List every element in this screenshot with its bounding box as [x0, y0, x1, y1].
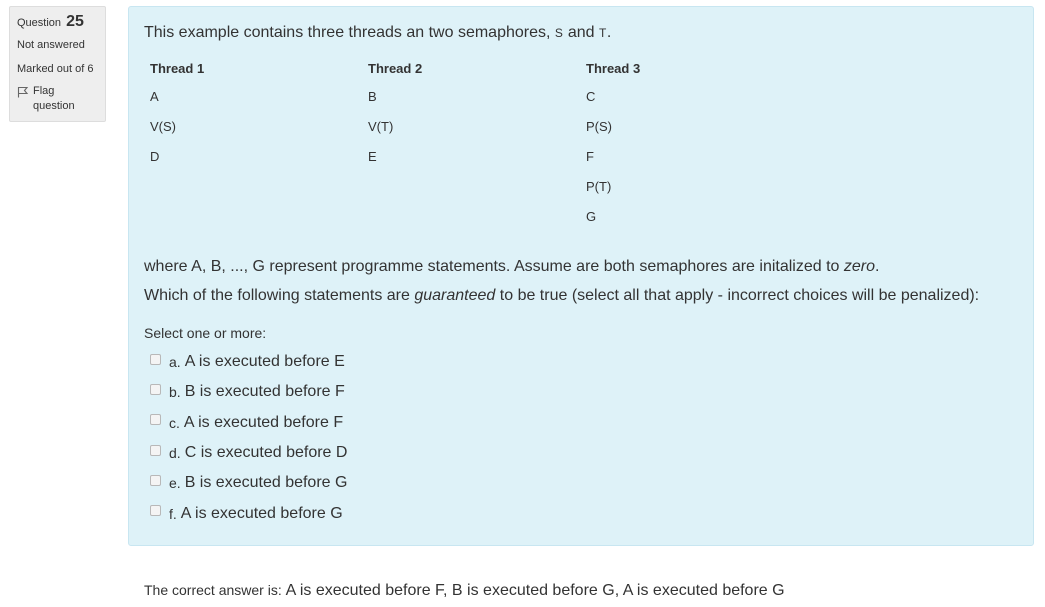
line3-emphasis: guaranteed — [414, 287, 496, 304]
threads-header-row — [144, 55, 798, 81]
option-d[interactable] — [150, 438, 347, 468]
option-a[interactable] — [150, 347, 347, 377]
table-row — [144, 201, 798, 231]
question-label: Question — [17, 17, 62, 29]
question-state: Not answered — [17, 39, 85, 51]
option-a-checkbox[interactable] — [150, 354, 161, 365]
question-line-2 — [144, 252, 979, 281]
question-body — [144, 252, 979, 310]
answer-options — [150, 347, 347, 529]
thread-header: Thread 1 — [150, 60, 205, 76]
option-letter: f. — [169, 505, 177, 522]
question-content — [128, 6, 1034, 546]
option-f-checkbox[interactable] — [150, 505, 161, 516]
option-text: B is executed before F — [184, 383, 345, 401]
option-b[interactable] — [150, 377, 347, 407]
option-text: A is executed before G — [180, 504, 343, 522]
correct-answer-feedback — [144, 582, 785, 600]
option-text: A is executed before E — [184, 353, 345, 371]
line2-emphasis: zero — [843, 258, 876, 275]
option-b-checkbox[interactable] — [150, 384, 161, 395]
option-text: C is executed before D — [184, 444, 348, 462]
question-number-value: 25 — [66, 13, 84, 30]
intro-period: . — [606, 24, 612, 41]
table-cell: P(S) — [586, 118, 612, 134]
option-letter: b. — [169, 384, 181, 401]
table-cell: F — [586, 148, 594, 164]
table-cell — [144, 201, 362, 231]
semaphore-s: S — [554, 26, 564, 40]
thread-header: Thread 3 — [586, 60, 641, 76]
question-intro — [144, 24, 611, 42]
option-letter: d. — [169, 445, 181, 462]
question-info-panel — [9, 6, 106, 122]
table-cell — [362, 171, 580, 201]
answer-prompt: Select one or more: — [144, 325, 267, 341]
line2-text: where A, B, ..., G represent programme statements. Assume are both semaphores are initalized to — [144, 258, 844, 275]
option-letter: a. — [169, 354, 181, 371]
table-cell: P(T) — [586, 178, 612, 194]
option-e[interactable] — [150, 468, 347, 498]
question-number — [17, 13, 98, 31]
intro-text: This example contains three threads an two semaphores, — [144, 24, 555, 41]
flag-question-button[interactable] — [17, 84, 98, 114]
intro-and: and — [563, 24, 599, 41]
table-row — [144, 81, 798, 111]
option-c[interactable] — [150, 408, 347, 438]
table-cell — [144, 171, 362, 201]
option-d-checkbox[interactable] — [150, 445, 161, 456]
table-cell: A — [150, 88, 159, 104]
option-c-checkbox[interactable] — [150, 414, 161, 425]
option-letter: c. — [169, 414, 180, 431]
question-line-3 — [144, 281, 979, 310]
threads-table — [144, 55, 798, 231]
semaphore-t: T — [599, 26, 607, 40]
table-cell: B — [368, 88, 377, 104]
table-row — [144, 111, 798, 141]
table-cell — [362, 201, 580, 231]
question-grade: Marked out of 6 — [17, 63, 94, 75]
flag-label: Flag question — [33, 85, 75, 112]
feedback-value: A is executed before F, B is executed before G, A is executed before G — [285, 582, 785, 599]
table-cell: D — [150, 148, 160, 164]
table-row — [144, 171, 798, 201]
table-row — [144, 141, 798, 171]
option-f[interactable] — [150, 498, 347, 528]
table-cell: E — [368, 148, 377, 164]
option-letter: e. — [169, 475, 181, 492]
table-cell: C — [586, 88, 596, 104]
table-cell: V(T) — [368, 118, 394, 134]
line2-period: . — [875, 258, 880, 275]
feedback-label: The correct answer is: — [144, 582, 286, 598]
table-cell: V(S) — [150, 118, 176, 134]
flag-icon — [17, 86, 29, 98]
option-text: A is executed before F — [183, 413, 344, 431]
line3-text: Which of the following statements are — [144, 287, 415, 304]
option-e-checkbox[interactable] — [150, 475, 161, 486]
option-text: B is executed before G — [184, 474, 348, 492]
line3-rest: to be true (select all that apply - incorrect choices will be penalized): — [495, 287, 980, 304]
table-cell: G — [586, 208, 597, 224]
thread-header: Thread 2 — [368, 60, 423, 76]
